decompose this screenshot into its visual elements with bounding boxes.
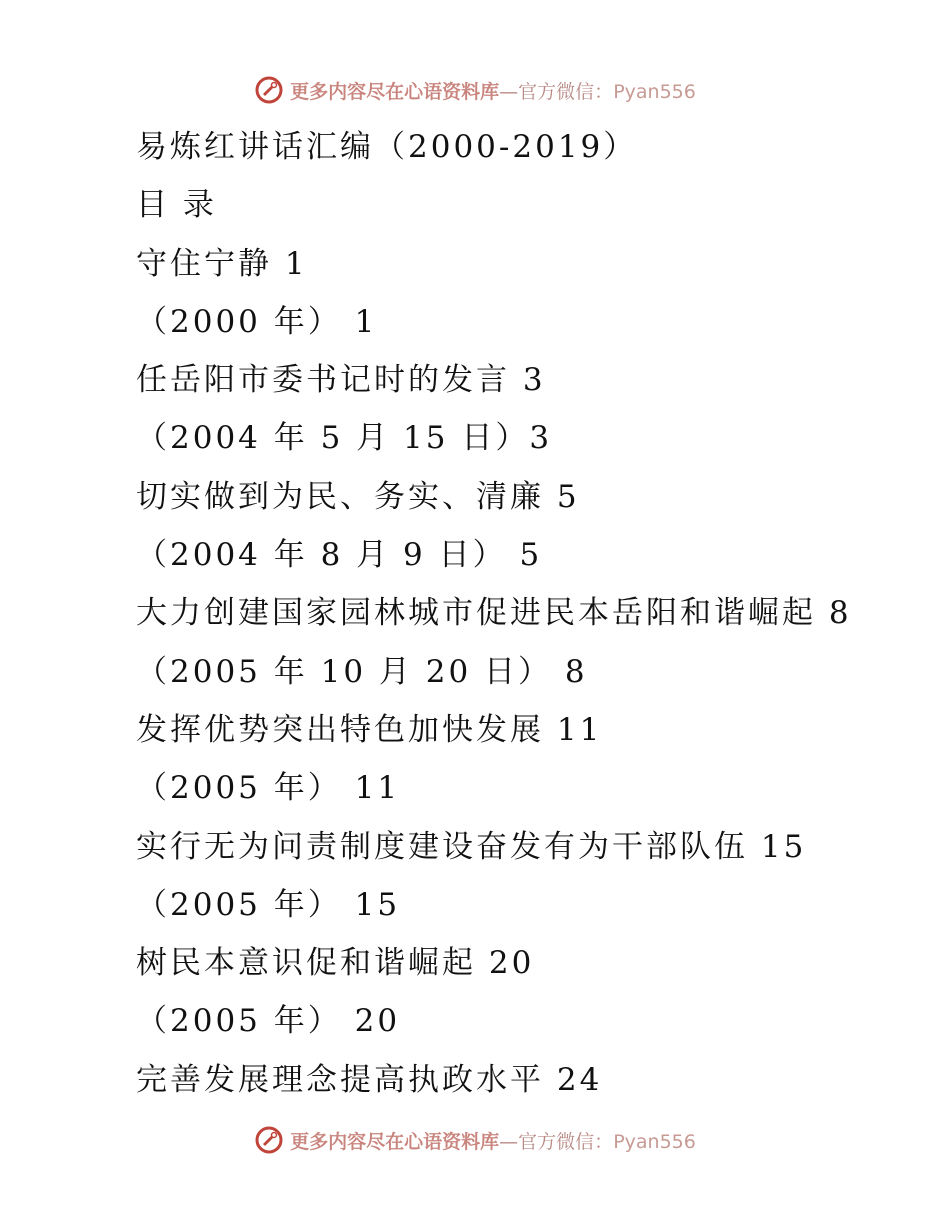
toc-entry: （2005 年） 15: [136, 886, 401, 923]
toc-entry: 切实做到为民、务实、清廉 5: [136, 478, 580, 515]
watermark-dash: —: [499, 80, 519, 103]
toc-entry: （2005 年） 20: [136, 1003, 401, 1040]
toc-entry: 完善发展理念提高执政水平 24: [136, 1061, 603, 1098]
watermark-brand: 更多内容尽在心语资料库: [290, 80, 500, 103]
toc-entry: 任岳阳市委书记时的发言 3: [136, 362, 546, 399]
toc-heading: 目 录: [136, 187, 217, 224]
table-of-contents: [136, 118, 936, 1109]
toc-entry: （2005 年 10 月 20 日） 8: [136, 653, 588, 690]
toc-entry: （2005 年） 11: [136, 770, 401, 807]
watermark-text: [290, 1127, 696, 1154]
watermark-wechat-id: Pyan556: [613, 1130, 696, 1153]
toc-entry: 树民本意识促和谐崛起 20: [136, 945, 535, 982]
seal-logo-icon: [254, 75, 284, 105]
watermark-dash: —: [499, 1130, 519, 1153]
watermark-wechat-id: Pyan556: [613, 80, 696, 103]
header-watermark: [0, 72, 950, 108]
toc-entry: （2004 年 5 月 15 日）3: [136, 420, 553, 457]
watermark-official: 官方微信：: [518, 1130, 614, 1153]
watermark-brand: 更多内容尽在心语资料库: [290, 1130, 500, 1153]
footer-watermark: [0, 1122, 950, 1158]
toc-entry: 大力创建国家园林城市促进民本岳阳和谐崛起 8: [136, 595, 852, 632]
document-title: 易炼红讲话汇编（2000-2019）: [136, 129, 638, 165]
toc-entry: 实行无为问责制度建设奋发有为干部队伍 15: [136, 828, 807, 865]
toc-entry: 守住宁静 1: [136, 245, 308, 282]
toc-entry: （2004 年 8 月 9 日） 5: [136, 537, 543, 574]
watermark-text: [290, 77, 696, 104]
toc-entry: （2000 年） 1: [136, 303, 378, 340]
watermark-official: 官方微信：: [518, 80, 614, 103]
toc-entry: 发挥优势突出特色加快发展 11: [136, 711, 603, 748]
seal-logo-icon: [254, 1125, 284, 1155]
